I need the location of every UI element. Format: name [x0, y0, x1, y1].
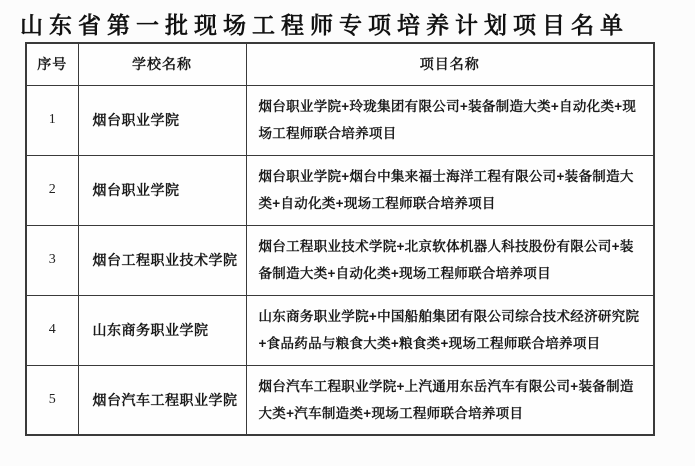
row-school: 烟台职业学院 [78, 155, 246, 225]
row-project: 烟台汽车工程职业学院+上汽通用东岳汽车有限公司+装备制造大类+汽车制造类+现场工程师联合培养项目 [246, 365, 654, 435]
page-title: 山东省第一批现场工程师专项培养计划项目名单 [20, 12, 629, 38]
row-school: 山东商务职业学院 [78, 295, 246, 365]
row-school: 烟台职业学院 [78, 85, 246, 155]
header-project: 项目名称 [246, 43, 654, 85]
row-school: 烟台汽车工程职业学院 [78, 365, 246, 435]
row-school: 烟台工程职业技术学院 [78, 225, 246, 295]
table-row [26, 295, 654, 365]
row-project: 烟台职业学院+玲珑集团有限公司+装备制造大类+自动化类+现场工程师联合培养项目 [246, 85, 654, 155]
row-index: 2 [26, 155, 78, 225]
row-project: 烟台工程职业技术学院+北京软体机器人科技股份有限公司+装备制造大类+自动化类+现场工程师联合培养项目 [246, 225, 654, 295]
row-index: 3 [26, 225, 78, 295]
header-index: 序号 [26, 43, 78, 85]
table-header-row [26, 43, 654, 85]
row-index: 5 [26, 365, 78, 435]
project-table [25, 42, 655, 436]
row-project: 烟台职业学院+烟台中集来福士海洋工程有限公司+装备制造大类+自动化类+现场工程师联合培养项目 [246, 155, 654, 225]
row-index: 1 [26, 85, 78, 155]
row-index: 4 [26, 295, 78, 365]
table-row [26, 365, 654, 435]
row-project: 山东商务职业学院+中国船舶集团有限公司综合技术经济研究院+食品药品与粮食大类+粮食类+现场工程师联合培养项目 [246, 295, 654, 365]
table-row [26, 85, 654, 155]
table-row [26, 225, 654, 295]
header-school: 学校名称 [78, 43, 246, 85]
table-row [26, 155, 654, 225]
